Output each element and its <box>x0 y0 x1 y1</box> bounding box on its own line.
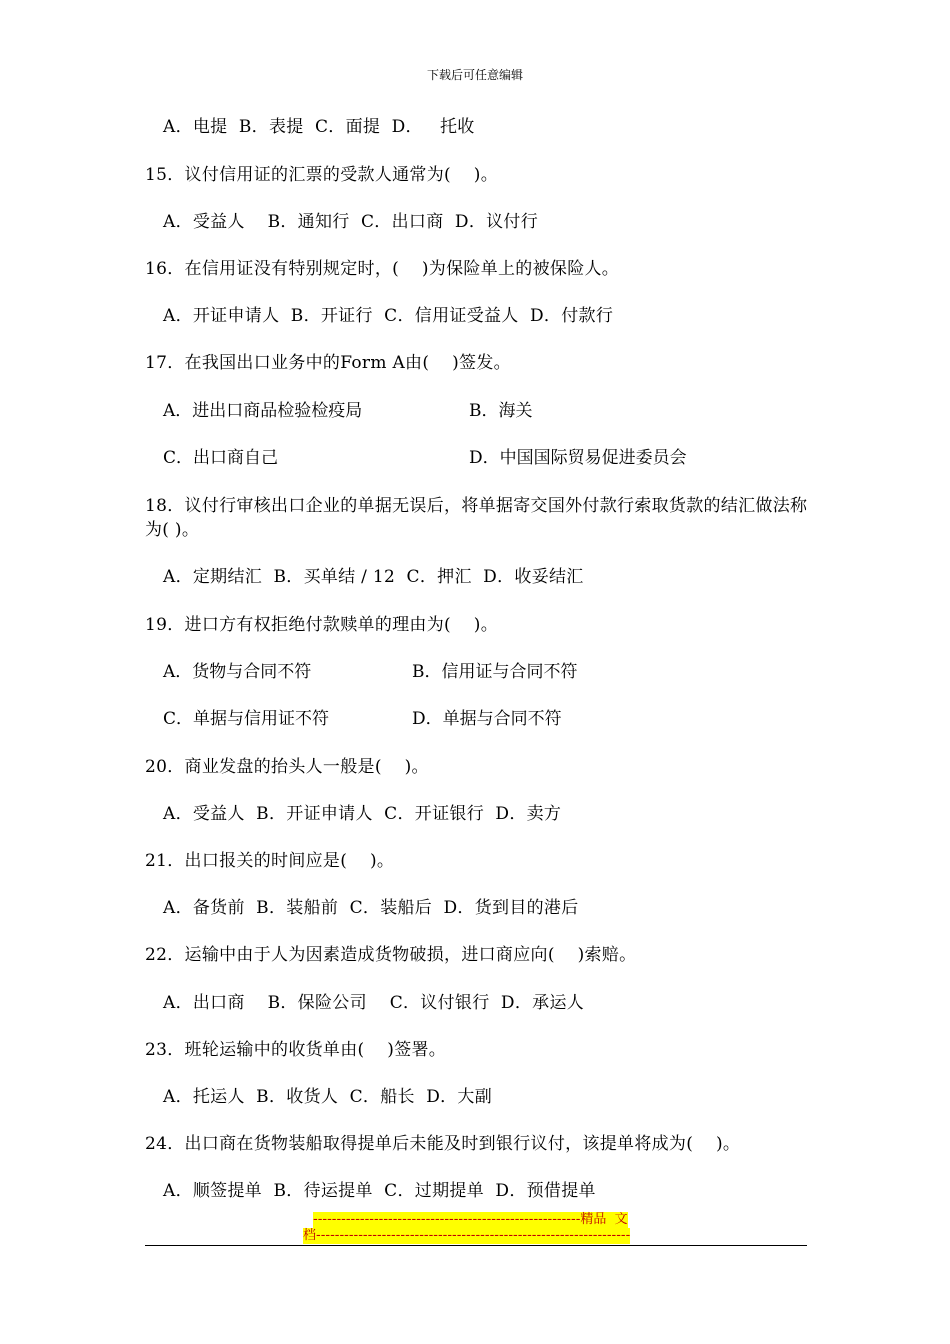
q17-option-c: C．出口商自己 <box>163 448 279 468</box>
question-16: 16．在信用证没有特别规定时，( )为保险单上的被保险人。 <box>145 259 620 279</box>
q15-options: A．受益人 B．通知行 C．出口商 D．议付行 <box>163 212 539 232</box>
question-21: 21．出口报关的时间应是( )。 <box>145 851 395 871</box>
question-17: 17．在我国出口业务中的Form A由( )签发。 <box>145 353 511 373</box>
question-20: 20．商业发盘的抬头人一般是( )。 <box>145 757 429 777</box>
q19-option-a: A．货物与合同不符 <box>163 662 312 682</box>
page-header: 下载后可任意编辑 <box>426 68 523 82</box>
q18-options: A．定期结汇 B．买单结 / 12 C．押汇 D．收妥结汇 <box>163 567 584 587</box>
question-19: 19．进口方有权拒绝付款赎单的理由为( )。 <box>145 615 499 635</box>
q23-options: A．托运人 B．收货人 C．船长 D．大副 <box>163 1087 493 1107</box>
q17-option-b: B．海关 <box>469 401 533 421</box>
q21-options: A．备货前 B．装船前 C．装船后 D．货到目的港后 <box>163 898 579 918</box>
q14-options: A．电提 B．表提 C．面提 D． 托收 <box>163 117 475 137</box>
q16-options: A．开证申请人 B．开证行 C．信用证受益人 D．付款行 <box>163 306 614 326</box>
q24-options: A．顺签提单 B．待运提单 C．过期提单 D．预借提单 <box>163 1181 596 1201</box>
question-23: 23．班轮运输中的收货单由( )签署。 <box>145 1040 447 1060</box>
footer-rule <box>145 1245 807 1246</box>
footer-watermark-line2: 档------------------------------------------------------------------- <box>303 1228 631 1243</box>
q19-option-b: B．信用证与合同不符 <box>412 662 578 682</box>
question-18: 18．议付行审核出口企业的单据无误后，将单据寄交国外付款行索取货款的结汇做法称为( )。 <box>145 496 808 540</box>
q19-option-d: D．单据与合同不符 <box>412 709 562 729</box>
q20-options: A．受益人 B．开证申请人 C．开证银行 D．卖方 <box>163 804 562 824</box>
q17-option-a: A．进出口商品检验检疫局 <box>163 401 363 421</box>
q17-option-d: D．中国国际贸易促进委员会 <box>469 448 687 468</box>
footer-watermark-line1: ---------------------------------------------------------精品 文 <box>313 1212 628 1227</box>
question-22: 22．运输中由于人为因素造成货物破损，进口商应向( )索赔。 <box>145 945 637 965</box>
question-15: 15．议付信用证的汇票的受款人通常为( )。 <box>145 165 499 185</box>
q19-option-c: C．单据与信用证不符 <box>163 709 330 729</box>
question-24: 24．出口商在货物装船取得提单后未能及时到银行议付，该提单将成为( )。 <box>145 1134 741 1154</box>
q22-options: A．出口商 B．保险公司 C．议付银行 D．承运人 <box>163 993 585 1013</box>
